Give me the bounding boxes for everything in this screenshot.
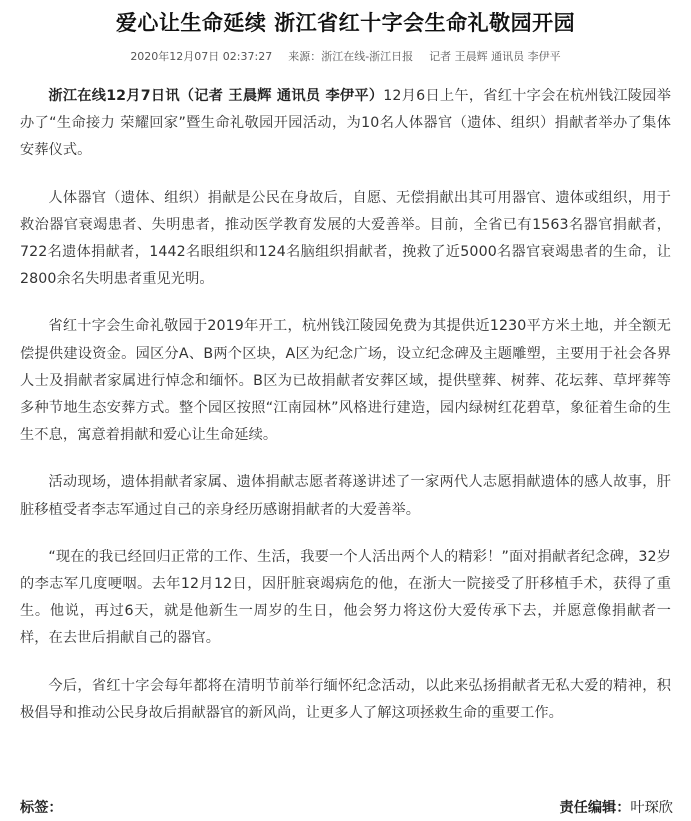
paragraph-3: 省红十字会生命礼敬园于2019年开工，杭州钱江陵园免费为其提供近1230平方米土地，并全额无偿提供建设资金。园区分A、B两个区块，A区为纪念广场，设立纪念碑及主题雕塑，主要用于社会各界人士及捐献者家属进行悼念和缅怀。B区为已故捐献者安葬区域，提供壁葬、树葬、花坛葬、草坪葬等多种节地生态安葬方式。整个园区按照“江南园林”风格进行建造，园内绿树红花碧草，象征着生命的生生不息，寓意着捐献和爱心让生命延续。 — [20, 318, 671, 444]
paragraph-4: 活动现场，遗体捐献者家属、遗体捐献志愿者蒋遂讲述了一家两代人志愿捐献遗体的感人故事，肝脏移植受者李志军通过自己的亲身经历感谢捐献者的大爱善举。 — [20, 474, 671, 518]
paragraph-1-text: 12月6日上午，省红十字会在杭州钱江陵园举办了“生命接力 荣耀回家”暨生命礼敬园开园活动，为10名人体器官（遗体、组织）捐献者举办了集体安葬仪式。 — [20, 88, 671, 159]
responsible-editor — [559, 797, 673, 819]
article-reporter: 记者 王晨辉 通讯员 李伊平 — [429, 50, 561, 63]
editor-label: 责任编辑： — [559, 800, 631, 816]
article-body — [20, 83, 671, 727]
article-footer — [20, 797, 673, 819]
editor-name: 叶琛欣 — [630, 800, 673, 816]
article-title: 爱心让生命延续 浙江省红十字会生命礼敬园开园 — [115, 11, 576, 35]
paragraph-5: “现在的我已经回归正常的工作、生活，我要一个人活出两个人的精彩！”面对捐献者纪念碑，32岁的李志军几度哽咽。去年12月12日，因肝脏衰竭病危的他，在浙大一院接受了肝移植手术，获得了重生。他说，再过6天，就是他新生一周岁的生日，他会努力将这份大爱传承下去，并愿意像捐献者一样，在去世后捐献自己的器官。 — [20, 548, 671, 647]
article-meta — [20, 47, 671, 67]
dateline-lead: 浙江在线12月7日讯（记者 王晨辉 通讯员 李伊平） — [48, 88, 384, 104]
paragraph-6: 今后，省红十字会每年都将在清明节前举行缅怀纪念活动，以此来弘扬捐献者无私大爱的精神，积极倡导和推动公民身故后捐献器官的新风尚，让更多人了解这项拯救生命的重要工作。 — [20, 677, 671, 721]
article-source: 来源：浙江在线-浙江日报 — [288, 50, 414, 63]
paragraph-2: 人体器官（遗体、组织）捐献是公民在身故后，自愿、无偿捐献出其可用器官、遗体或组织，用于救治器官衰竭患者、失明患者，推动医学教育发展的大爱善举。目前，全省已有1563名器官捐献者，722名遗体捐献者，1442名眼组织和124名脑组织捐献者，挽救了近5000名器官衰竭患者的生命，让2800余名失明患者重见光明。 — [20, 189, 671, 288]
tags-label: 标签： — [20, 800, 63, 816]
paragraph-1 — [20, 83, 671, 165]
publish-date: 2020年12月07日 02:37:27 — [130, 50, 273, 63]
